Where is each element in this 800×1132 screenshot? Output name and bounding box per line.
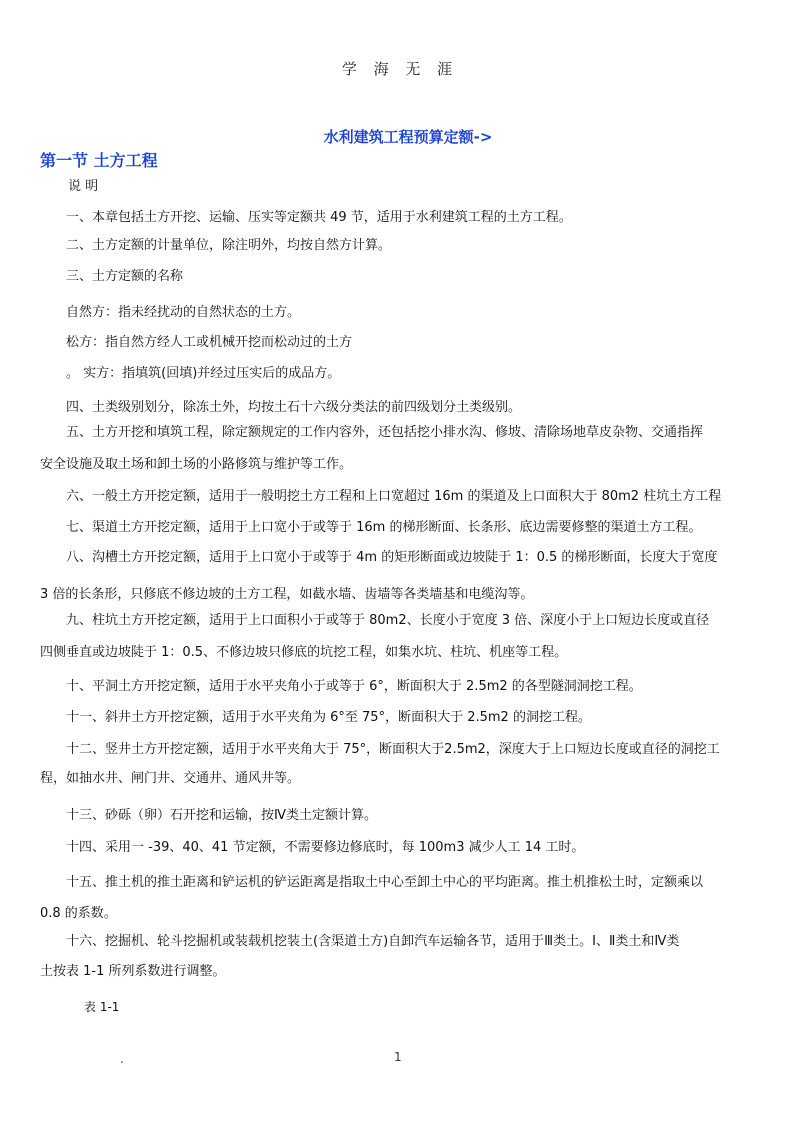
paragraph-18-line-1: 十五、推土机的推土距离和铲运机的铲运距离是指取土中心至卸土中心的平均距离。推土机推松土时，定额乘以 bbox=[66, 875, 704, 890]
paragraph-11-line-2: 3 倍的长条形，只修底不修边坡的土方工程，如截水墙、齿墙等各类墙基和电缆沟等。 bbox=[40, 587, 534, 602]
paragraph-13: 十、平洞土方开挖定额，适用于水平夹角小于或等于 6°，断面积大于 2.5m2 的各型隧洞洞挖工程。 bbox=[66, 679, 642, 694]
paragraph-16: 十三、砂砾（卵）石开挖和运输，按Ⅳ类土定额计算。 bbox=[66, 808, 377, 823]
paragraph-14: 十一、斜井土方开挖定额，适用于水平夹角为 6°至 75°，断面积大于 2.5m2 的洞挖工程。 bbox=[66, 710, 591, 725]
paragraph-12-line-2: 四侧垂直或边坡陡于 1：0.5、不修边坡只修底的坑挖工程，如集水坑、柱坑、机座等工程。 bbox=[40, 645, 568, 660]
paragraph-9: 六、一般土方开挖定额，适用于一般明挖土方工程和上口宽超过 16m 的渠道及上口面积大于 80m2 柱坑土方工程 bbox=[66, 489, 722, 504]
paragraph-10: 七、渠道土方开挖定额，适用于上口宽小于或等于 16m 的梯形断面、长条形、底边需要修整的渠道土方工程。 bbox=[66, 520, 702, 535]
paragraph-5: 松方：指自然方经人工或机械开挖而松动过的土方 bbox=[66, 335, 353, 350]
paragraph-3: 三、土方定额的名称 bbox=[66, 269, 184, 284]
paragraph-1: 一、本章包括土方开挖、运输、压实等定额共 49 节，适用于水利建筑工程的土方工程。 bbox=[66, 210, 572, 225]
paragraph-12-line-1: 九、柱坑土方开挖定额，适用于上口面积小于或等于 80m2、长度小于宽度 3 倍、深度小于上口短边长度或直径 bbox=[66, 613, 710, 628]
paragraph-19-line-1: 十六、挖掘机、轮斗挖掘机或装载机挖装土(含渠道土方)自卸汽车运输各节，适用于Ⅲ类土。Ⅰ、Ⅱ类土和Ⅳ类 bbox=[66, 934, 680, 949]
paragraph-8-line-1: 五、土方开挖和填筑工程，除定额规定的工作内容外，还包括挖小排水沟、修坡、清除场地草皮杂物、交通指挥 bbox=[66, 425, 704, 440]
document-title: 水利建筑工程预算定额-> bbox=[323, 128, 493, 146]
paragraph-17: 十四、采用一 -39、40、41 节定额，不需要修边修底时，每 100m3 减少人工 14 工时。 bbox=[66, 840, 585, 855]
paragraph-15-line-2: 程，如抽水井、闸门井、交通井、通风井等。 bbox=[40, 771, 301, 786]
paragraph-4: 自然方：指未经扰动的自然状态的土方。 bbox=[66, 305, 301, 320]
heading-note: 说 明 bbox=[68, 179, 99, 194]
page-number: 1 bbox=[394, 1050, 402, 1064]
footer-dot: . bbox=[120, 1052, 124, 1066]
paragraph-11-line-1: 八、沟槽土方开挖定额，适用于上口宽小于或等于 4m 的矩形断面或边坡陡于 1：0.5 的梯形断面，长度大于宽度 bbox=[66, 550, 718, 565]
section-title: 第一节 土方工程 bbox=[40, 151, 158, 170]
paragraph-18-line-2: 0.8 的系数。 bbox=[40, 906, 117, 921]
page-header: 学 海 无 涯 bbox=[341, 60, 459, 78]
paragraph-8-line-2: 安全设施及取土场和卸土场的小路修筑与维护等工作。 bbox=[40, 457, 353, 472]
table-caption: 表 1-1 bbox=[84, 1000, 120, 1014]
paragraph-15-line-1: 十二、竖井土方开挖定额，适用于水平夹角大于 75°，断面积大于2.5m2，深度大于上口短边长度或直径的洞挖工 bbox=[66, 742, 720, 757]
paragraph-19-line-2: 土按表 1-1 所列系数进行调整。 bbox=[40, 964, 226, 979]
paragraph-6: 。 实方：指填筑(回填)并经过压实后的成品方。 bbox=[66, 366, 341, 381]
paragraph-2: 二、土方定额的计量单位，除注明外，均按自然方计算。 bbox=[66, 238, 392, 253]
paragraph-7: 四、土类级别划分，除冻土外，均按土石十六级分类法的前四级划分土类级别。 bbox=[66, 400, 522, 415]
